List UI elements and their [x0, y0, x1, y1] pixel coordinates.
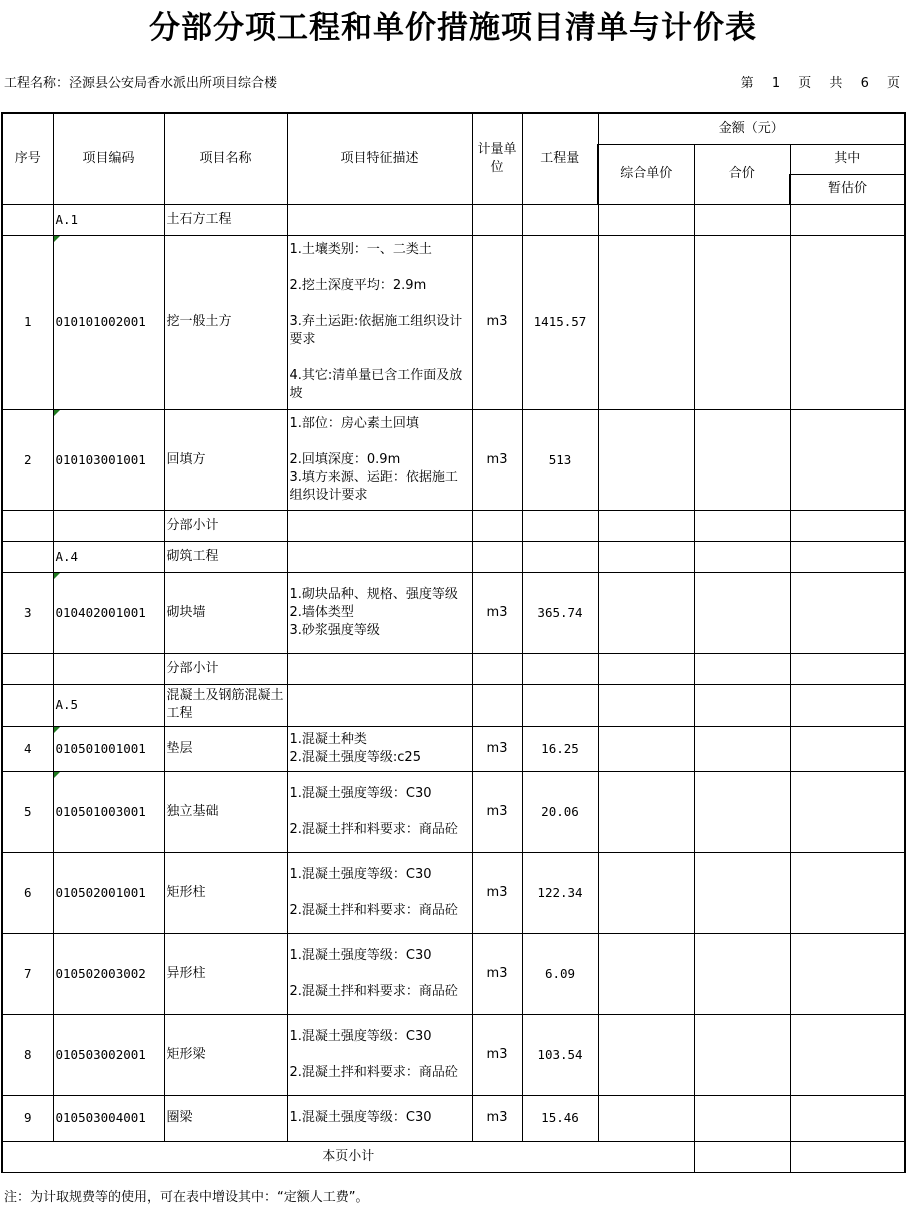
row-qty: 20.06: [522, 771, 598, 852]
row-qty: 6.09: [522, 933, 598, 1014]
row-qty: 513: [522, 409, 598, 510]
row-qty: 103.54: [522, 1014, 598, 1095]
row-qty: 365.74: [522, 572, 598, 653]
header-unit: 计量单位: [472, 113, 522, 204]
comment-marker-icon: [54, 573, 60, 579]
bill-table: [1, 112, 906, 1173]
section-name: 混凝土及钢筋混凝土工程: [164, 684, 287, 726]
row-desc: 1.砌块品种、规格、强度等级 2.墙体类型 3.砂浆强度等级: [287, 572, 472, 653]
row-code: 010502001001: [53, 852, 164, 933]
page-number: 1: [771, 76, 781, 91]
row-unit: m3: [472, 1014, 522, 1095]
row-unit: m3: [472, 235, 522, 409]
table-row: [2, 726, 905, 771]
comment-marker-icon: [54, 410, 60, 416]
row-name: 回填方: [164, 409, 287, 510]
row-code: 010101002001: [53, 235, 164, 409]
project-name: 工程名称：泾源县公安局香水派出所项目综合楼: [4, 76, 278, 91]
row-qty: 1415.57: [522, 235, 598, 409]
row-desc: 1.混凝土种类 2.混凝土强度等级:c25: [287, 726, 472, 771]
row-desc: 1.混凝土强度等级：C30: [287, 1095, 472, 1141]
row-unit: m3: [472, 771, 522, 852]
header-of-which: 其中: [790, 144, 905, 174]
section-name: 土石方工程: [164, 204, 287, 235]
row-code: 010503004001: [53, 1095, 164, 1141]
section-code: A.4: [53, 541, 164, 572]
row-code: 010502003002: [53, 933, 164, 1014]
page-unit: 页: [798, 76, 812, 91]
row-desc: 1.混凝土强度等级：C30 2.混凝土拌和料要求：商品砼: [287, 852, 472, 933]
page-indicator: [731, 72, 900, 91]
header-provisional: 暂估价: [790, 174, 905, 204]
row-name: 矩形柱: [164, 852, 287, 933]
row-code: 010503002001: [53, 1014, 164, 1095]
page-label: 第: [740, 76, 754, 91]
row-seq: 3: [2, 572, 53, 653]
subtotal-label: 分部小计: [164, 653, 287, 684]
header-name: 项目名称: [164, 113, 287, 204]
row-unit: m3: [472, 572, 522, 653]
total-pages: 6: [860, 76, 869, 91]
subtotal-row: [2, 653, 905, 684]
section-row: [2, 541, 905, 572]
footnote: 注：为计取规费等的使用，可在表中增设其中：“定额人工费”。: [4, 1190, 369, 1205]
header-code: 项目编码: [53, 113, 164, 204]
table-row: [2, 1014, 905, 1095]
row-seq: 1: [2, 235, 53, 409]
section-name: 砌筑工程: [164, 541, 287, 572]
total-unit: 页: [886, 76, 900, 91]
table-row: [2, 852, 905, 933]
row-name: 异形柱: [164, 933, 287, 1014]
row-unit: m3: [472, 933, 522, 1014]
header-seq: 序号: [2, 113, 53, 204]
table-row: [2, 235, 905, 409]
row-seq: 7: [2, 933, 53, 1014]
section-row: [2, 204, 905, 235]
row-unit: m3: [472, 852, 522, 933]
row-seq: 5: [2, 771, 53, 852]
row-unit: m3: [472, 409, 522, 510]
row-unit: m3: [472, 1095, 522, 1141]
row-name: 圈梁: [164, 1095, 287, 1141]
row-code: 010501001001: [53, 726, 164, 771]
header-unit-price: 综合单价: [598, 144, 694, 204]
header-qty: 工程量: [522, 113, 598, 204]
row-desc: 1.混凝土强度等级：C30 2.混凝土拌和料要求：商品砼: [287, 933, 472, 1014]
subtotal-label: 分部小计: [164, 510, 287, 541]
header-desc: 项目特征描述: [287, 113, 472, 204]
header-amount: 金额（元）: [598, 113, 905, 144]
row-desc: 1.部位：房心素土回填 2.回填深度：0.9m 3.填方来源、运距：依据施工组织设计要求: [287, 409, 472, 510]
row-qty: 122.34: [522, 852, 598, 933]
row-name: 矩形梁: [164, 1014, 287, 1095]
comment-marker-icon: [54, 772, 60, 778]
row-qty: 16.25: [522, 726, 598, 771]
document-title: 分部分项工程和单价措施项目清单与计价表: [149, 10, 757, 46]
row-seq: 9: [2, 1095, 53, 1141]
section-code: A.1: [53, 204, 164, 235]
row-name: 垫层: [164, 726, 287, 771]
comment-marker-icon: [54, 236, 60, 242]
row-code: 010501003001: [53, 771, 164, 852]
table-row: [2, 1095, 905, 1141]
row-seq: 2: [2, 409, 53, 510]
row-name: 独立基础: [164, 771, 287, 852]
row-seq: 4: [2, 726, 53, 771]
row-desc: 1.混凝土强度等级：C30 2.混凝土拌和料要求：商品砼: [287, 771, 472, 852]
row-unit: m3: [472, 726, 522, 771]
row-name: 挖一般土方: [164, 235, 287, 409]
row-code: 010402001001: [53, 572, 164, 653]
row-desc: 1.混凝土强度等级：C30 2.混凝土拌和料要求：商品砼: [287, 1014, 472, 1095]
comment-marker-icon: [54, 727, 60, 733]
row-desc: 1.土壤类别：一、二类土 2.挖土深度平均：2.9m 3.弃土运距:依据施工组织设计要求 4.其它:清单量已含工作面及放坡: [287, 235, 472, 409]
page-subtotal-row: [2, 1141, 905, 1172]
subtotal-row: [2, 510, 905, 541]
header-total: 合价: [694, 144, 790, 204]
table-body: [2, 204, 905, 1172]
row-name: 砌块墙: [164, 572, 287, 653]
table-row: [2, 771, 905, 852]
table-row: [2, 409, 905, 510]
total-label: 共: [829, 76, 843, 91]
row-qty: 15.46: [522, 1095, 598, 1141]
table-row: [2, 572, 905, 653]
page-subtotal-label: 本页小计: [2, 1141, 694, 1172]
section-row: [2, 684, 905, 726]
row-seq: 8: [2, 1014, 53, 1095]
table-row: [2, 933, 905, 1014]
section-code: A.5: [53, 684, 164, 726]
row-seq: 6: [2, 852, 53, 933]
row-code: 010103001001: [53, 409, 164, 510]
